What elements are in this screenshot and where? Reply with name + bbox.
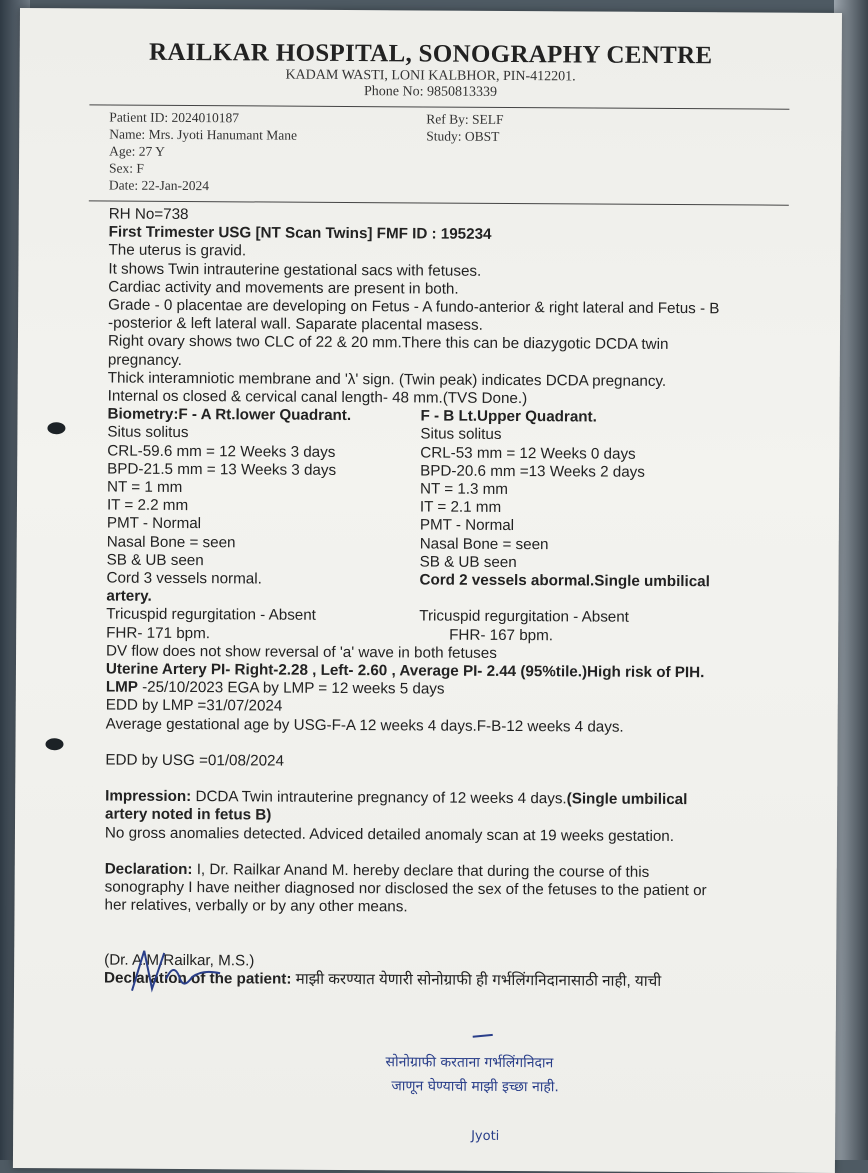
fetus-a-title: Biometry:F - A Rt.lower Quadrant.: [107, 405, 352, 425]
finding-line: Cardiac activity and movements are present in both.: [108, 278, 459, 298]
report-date: Date: 22-Jan-2024: [108, 177, 210, 194]
fetus-a-value: NT = 1 mm: [107, 478, 183, 496]
handwritten-line-2: जाणून घेण्याची माझी इच्छा नाही.: [391, 1078, 559, 1096]
hospital-address: KADAM WASTI, LONI KALBHOR, PIN-412201.: [285, 67, 576, 85]
fetus-b-title: F - B Lt.Upper Quadrant.: [420, 407, 597, 426]
fetus-b-value: IT = 2.1 mm: [419, 498, 502, 517]
doctor-name: (Dr. A.M.Railkar, M.S.): [104, 951, 255, 970]
fetus-b-value: Situs solitus: [420, 425, 502, 444]
fetus-b-fhr: FHR- 167 bpm.: [449, 626, 554, 644]
handwritten-line-1: सोनोग्राफी करताना गर्भलिंगनिदान: [385, 1054, 554, 1072]
fetus-a-fhr: FHR- 171 bpm.: [106, 624, 211, 642]
edd-by-lmp: EDD by LMP =31/07/2024: [105, 696, 283, 715]
fetus-b-value: BPD-20.6 mm =13 Weeks 2 days: [420, 462, 645, 481]
patient-id: Patient ID: 2024010187: [109, 109, 240, 126]
referred-by: Ref By: SELF: [426, 111, 504, 127]
declaration-label: Declaration:: [104, 860, 193, 879]
fetus-a-value: Situs solitus: [107, 423, 189, 442]
hospital-phone: Phone No: 9850813339: [363, 84, 498, 100]
declaration-text: I, Dr. Railkar Anand M. hereby declare that during the course of this: [192, 861, 650, 881]
fetus-b-value: SB & UB seen: [419, 553, 517, 571]
patient-declaration-text: माझी करण्यात येणारी सोनोग्राफी ही गर्भलिंगनिदानासाठी नाही, याची: [291, 970, 662, 991]
fetus-a-value: IT = 2.2 mm: [106, 496, 189, 515]
fetus-a-value: CRL-59.6 mm = 12 Weeks 3 days: [107, 442, 336, 461]
fetus-a-value: Nasal Bone = seen: [106, 533, 236, 551]
doctor-signature-icon: [122, 939, 232, 1000]
punch-hole-icon: [47, 422, 65, 434]
lmp-value: -25/10/2023 EGA by LMP = 12 weeks 5 days: [137, 678, 445, 698]
edd-by-usg: EDD by USG =01/08/2024: [105, 751, 285, 770]
study-type: Study: OBST: [426, 128, 500, 144]
impression-bold: (Single umbilical: [566, 790, 688, 809]
rh-number: RH No=738: [108, 205, 189, 224]
report-heading: First Trimester USG [NT Scan Twins] FMF ID : 195234: [108, 223, 492, 244]
impression-text: DCDA Twin intrauterine pregnancy of 12 weeks 4 days.: [191, 788, 567, 808]
patient-declaration-label: Declaration of the patient:: [104, 969, 292, 988]
hospital-name: RAILKAR HOSPITAL, SONOGRAPHY CENTRE: [148, 38, 713, 70]
punch-hole-icon: [45, 738, 63, 750]
patient-signature: Jyoti: [471, 1128, 500, 1144]
report-sheet: [13, 8, 842, 1173]
finding-line: Internal os closed & cervical canal length- 48 mm.(TVS Done.): [107, 387, 528, 408]
finding-line: The uterus is gravid.: [108, 241, 247, 260]
fetus-b-cord-cont: artery.: [106, 587, 152, 605]
declaration-text: her relatives, verbally or by any other means.: [104, 897, 408, 916]
lmp-label: LMP: [105, 678, 138, 696]
fetus-a-tricuspid: Tricuspid regurgitation - Absent: [106, 605, 316, 625]
fetus-b-cord: Cord 2 vessels abormal.Single umbilical: [419, 571, 710, 591]
fetus-a-value: SB & UB seen: [106, 551, 204, 569]
average-ga: Average gestational age by USG-F-A 12 weeks 4 days.F-B-12 weeks 4 days.: [105, 715, 624, 736]
finding-line: pregnancy.: [107, 351, 182, 369]
report-body: [104, 206, 809, 993]
fetus-b-tricuspid: Tricuspid regurgitation - Absent: [419, 607, 629, 627]
finding-line: It shows Twin intrauterine gestational sacs with fetuses.: [108, 260, 482, 280]
no-anomalies: No gross anomalies detected. Adviced detailed anomaly scan at 19 weeks gestation.: [104, 824, 675, 845]
patient-age: Age: 27 Y: [109, 143, 165, 159]
patient-divider: [89, 200, 789, 205]
patient-sex: Sex: F: [108, 160, 144, 176]
pen-mark-icon: [469, 1031, 499, 1041]
impression-bold-cont: artery noted in fetus B): [105, 806, 272, 825]
finding-line: -posterior & left lateral wall. Saparate placental masess.: [108, 314, 483, 335]
fetus-a-value: PMT - Normal: [106, 514, 202, 533]
impression-label: Impression:: [105, 787, 192, 806]
patient-name: Name: Mrs. Jyoti Hanumant Mane: [109, 126, 298, 143]
patient-info-left: [109, 109, 297, 195]
finding-line: Grade - 0 placentae are developing on Fetus - A fundo-anterior & right lateral and Fetus - B: [108, 296, 720, 318]
finding-line: Thick interamniotic membrane and 'λ' sign. (Twin peak) indicates DCDA pregnancy.: [107, 369, 667, 390]
declaration-text: sonography I have neither diagnosed nor disclosed the sex of the fetuses to the patient or: [104, 878, 707, 900]
dv-flow: DV flow does not show reversal of 'a' wave in both fetuses: [106, 642, 497, 662]
patient-info-right: [426, 110, 503, 144]
fetus-a-value: BPD-21.5 mm = 13 Weeks 3 days: [107, 460, 337, 479]
fetus-b-value: NT = 1.3 mm: [420, 480, 509, 498]
fetus-b-value: CRL-53 mm = 12 Weeks 0 days: [420, 444, 636, 463]
fetus-a-cord: Cord 3 vessels normal.: [106, 569, 262, 588]
finding-line: Right ovary shows two CLC of 22 & 20 mm.There this can be diazygotic DCDA twin: [107, 332, 669, 354]
fetus-b-value: Nasal Bone = seen: [419, 534, 549, 553]
uterine-artery: Uterine Artery PI- Right-2.28 , Left- 2.60 , Average PI- 2.44 (95%tile.)High risk of PIH.: [105, 660, 705, 682]
fetus-b-value: PMT - Normal: [419, 516, 515, 535]
